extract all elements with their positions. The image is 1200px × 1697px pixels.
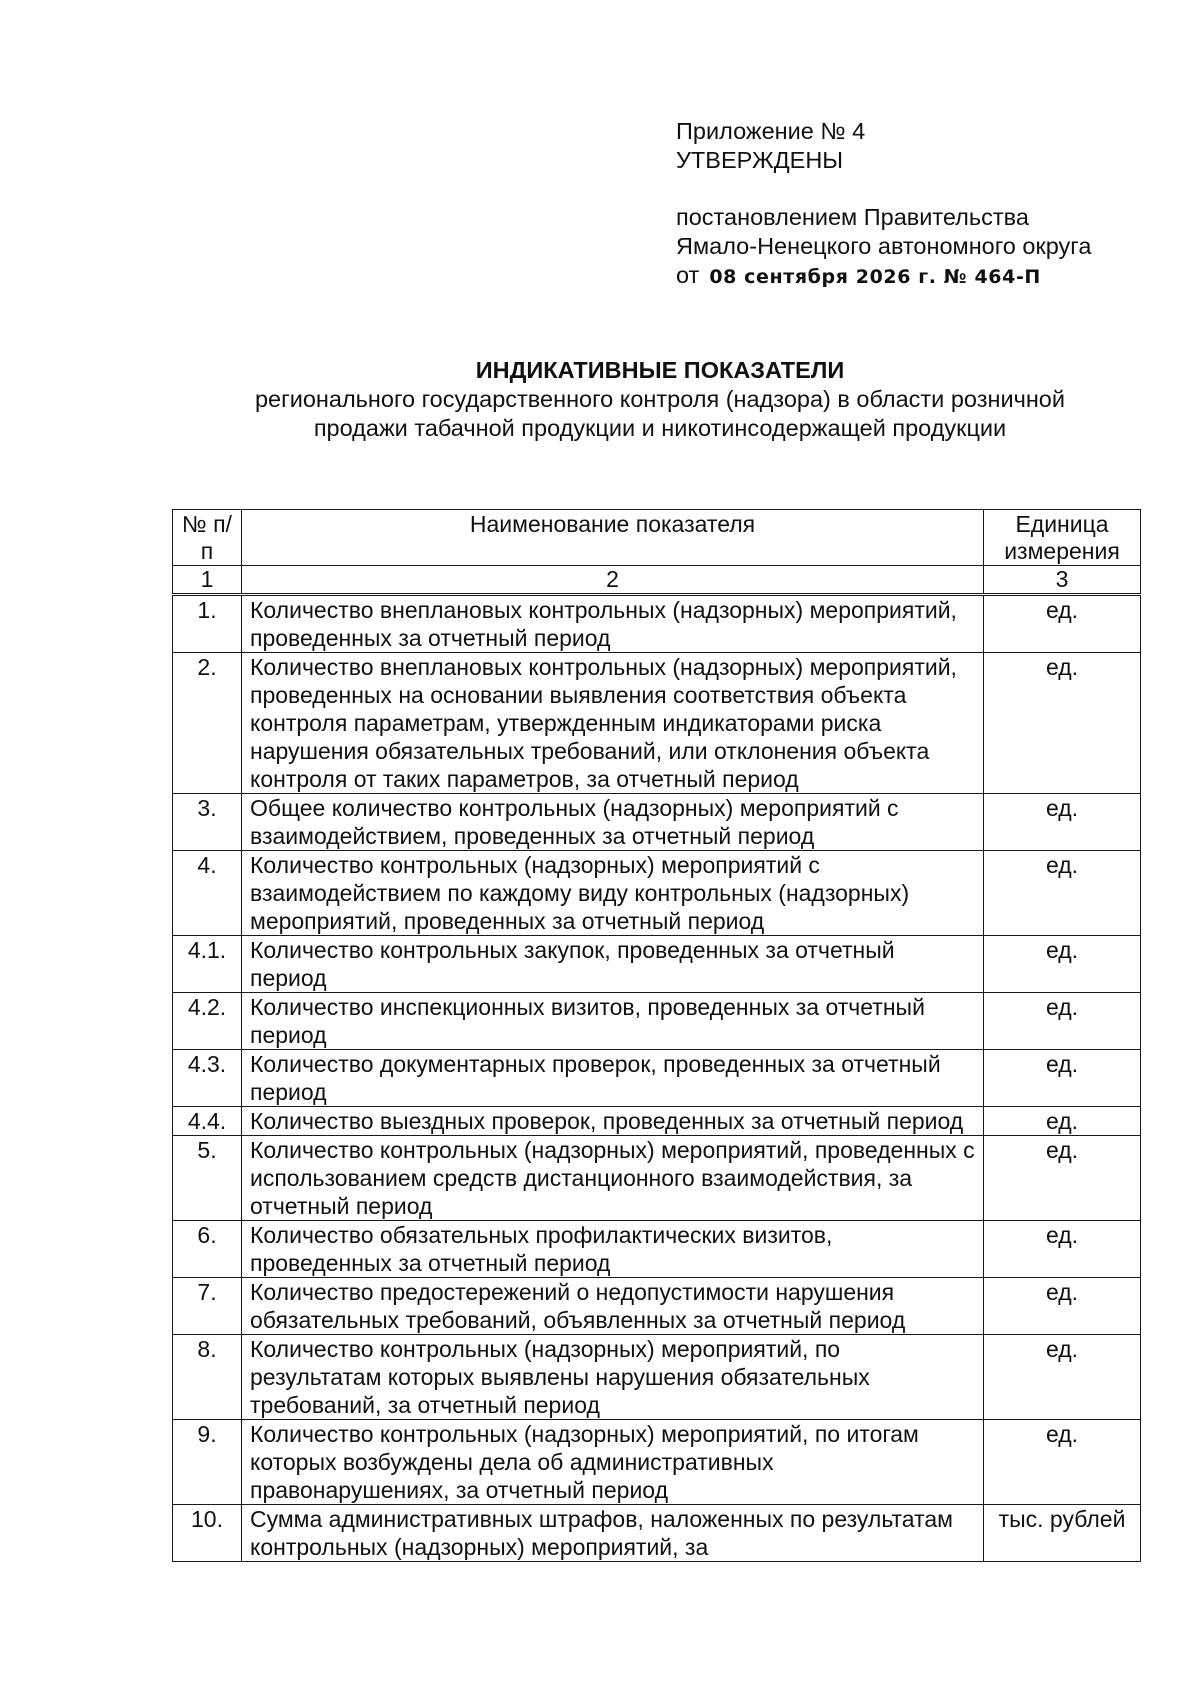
row-number: 4.4. — [173, 1107, 242, 1136]
table-row — [173, 936, 1141, 993]
row-indicator-name: Количество контрольных (надзорных) мероприятий с взаимодействием по каждому виду контрольных (надзорных) мероприятий, проведенных за отчетный период — [242, 851, 984, 936]
row-indicator-name: Количество обязательных профилактических визитов, проведенных за отчетный период — [242, 1221, 984, 1278]
column-number-row — [173, 566, 1141, 595]
row-number: 1. — [173, 595, 242, 653]
document-subtitle-line-2: продажи табачной продукции и никотинсодержащей продукции — [313, 415, 1007, 441]
row-number: 2. — [173, 653, 242, 794]
row-unit: ед. — [984, 595, 1141, 653]
row-indicator-name: Сумма административных штрафов, наложенных по результатам контрольных (надзорных) мероприятий, за — [242, 1505, 984, 1562]
row-indicator-name: Количество контрольных (надзорных) мероприятий, по результатам которых выявлены нарушения обязательных требований, за отчетный период — [242, 1335, 984, 1420]
table-body — [173, 595, 1141, 1562]
row-indicator-name: Количество инспекционных визитов, проведенных за отчетный период — [242, 993, 984, 1050]
header-num: № п/п — [173, 510, 242, 566]
row-indicator-name: Количество внеплановых контрольных (надзорных) мероприятий, проведенных за отчетный период — [242, 595, 984, 653]
table-row — [173, 1420, 1141, 1505]
row-number: 4.3. — [173, 1050, 242, 1107]
table-row — [173, 653, 1141, 794]
row-number: 7. — [173, 1278, 242, 1335]
row-unit: ед. — [984, 1050, 1141, 1107]
spacer — [676, 175, 1091, 203]
table-row — [173, 1107, 1141, 1136]
approved-label: УТВЕРЖДЕНЫ — [676, 147, 844, 173]
row-unit: ед. — [984, 1420, 1141, 1505]
approval-block — [676, 117, 1091, 292]
document-title-block — [120, 356, 1200, 443]
row-number: 10. — [173, 1505, 242, 1562]
row-indicator-name: Количество выездных проверок, проведенных за отчетный период — [242, 1107, 984, 1136]
column-number-3: 3 — [984, 566, 1141, 595]
table-row — [173, 1136, 1141, 1221]
row-indicator-name: Количество документарных проверок, проведенных за отчетный период — [242, 1050, 984, 1107]
table-row — [173, 1050, 1141, 1107]
row-number: 5. — [173, 1136, 242, 1221]
row-unit: тыс. рублей — [984, 1505, 1141, 1562]
row-unit: ед. — [984, 1136, 1141, 1221]
column-number-1: 1 — [173, 566, 242, 595]
table-row — [173, 1335, 1141, 1420]
table-row — [173, 1278, 1141, 1335]
header-name: Наименование показателя — [242, 510, 984, 566]
document-title: ИНДИКАТИВНЫЕ ПОКАЗАТЕЛИ — [475, 357, 845, 383]
row-unit: ед. — [984, 653, 1141, 794]
row-number: 4.2. — [173, 993, 242, 1050]
row-indicator-name: Количество контрольных (надзорных) мероприятий, проведенных с использованием средств дистанционного взаимодействия, за отчетный период — [242, 1136, 984, 1221]
row-unit: ед. — [984, 1107, 1141, 1136]
table-row — [173, 993, 1141, 1050]
column-number-2: 2 — [242, 566, 984, 595]
row-unit: ед. — [984, 993, 1141, 1050]
row-number: 4. — [173, 851, 242, 936]
row-indicator-name: Количество контрольных (надзорных) мероприятий, по итогам которых возбуждены дела об административных правонарушениях, за отчетный период — [242, 1420, 984, 1505]
resolution-line-2: Ямало-Ненецкого автономного округа — [676, 233, 1092, 259]
row-indicator-name: Количество контрольных закупок, проведенных за отчетный период — [242, 936, 984, 993]
indicators-table — [172, 509, 1141, 1562]
row-unit: ед. — [984, 1278, 1141, 1335]
date-prefix: от — [676, 262, 700, 288]
annex-label: Приложение № 4 — [676, 118, 866, 144]
row-number: 8. — [173, 1335, 242, 1420]
row-unit: ед. — [984, 794, 1141, 851]
row-number: 6. — [173, 1221, 242, 1278]
header-unit: Единица измерения — [984, 510, 1141, 566]
row-number: 9. — [173, 1420, 242, 1505]
row-indicator-name: Общее количество контрольных (надзорных) мероприятий с взаимодействием, проведенных за отчетный период — [242, 794, 984, 851]
table-row — [173, 595, 1141, 653]
resolution-line-1: постановлением Правительства — [676, 204, 1029, 230]
row-unit: ед. — [984, 936, 1141, 993]
row-unit: ед. — [984, 1335, 1141, 1420]
row-unit: ед. — [984, 1221, 1141, 1278]
row-number: 4.1. — [173, 936, 242, 993]
table-header-row — [173, 510, 1141, 566]
table-row — [173, 1221, 1141, 1278]
row-indicator-name: Количество внеплановых контрольных (надзорных) мероприятий, проведенных на основании выявления соответствия объекта контроля параметрам, утвержденным индикаторами риска нарушения обязательных требований, или отклонения объекта контроля от таких параметров, за отчетный период — [242, 653, 984, 794]
row-indicator-name: Количество предостережений о недопустимости нарушения обязательных требований, объявленных за отчетный период — [242, 1278, 984, 1335]
table-row — [173, 851, 1141, 936]
document-subtitle-line-1: регионального государственного контроля (надзора) в области розничной — [254, 386, 1065, 412]
row-number: 3. — [173, 794, 242, 851]
table-row — [173, 794, 1141, 851]
resolution-date-number: 08 сентября 2026 г. № 464-П — [709, 266, 1041, 288]
table-row — [173, 1505, 1141, 1562]
resolution-date-line — [676, 261, 1091, 292]
row-unit: ед. — [984, 851, 1141, 936]
